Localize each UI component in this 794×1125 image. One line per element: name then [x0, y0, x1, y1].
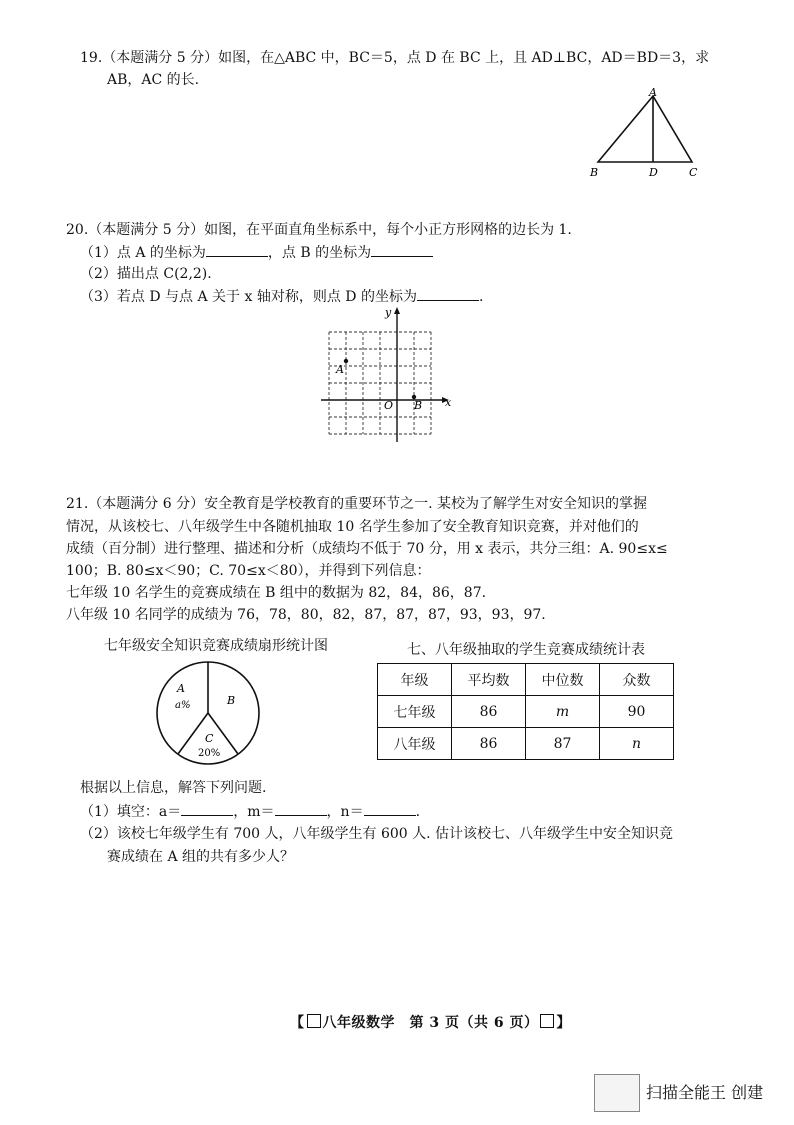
q20-coordinate-grid [318, 302, 458, 444]
q21-part1: （1）填空：a＝ ，m＝ ，n＝ . [80, 801, 420, 822]
answer-blank-m [275, 801, 327, 816]
scanner-watermark: 扫描全能王 创建 [646, 1083, 764, 1102]
q20-point-a-label: A [336, 363, 344, 376]
table-header: 年级 [378, 664, 452, 696]
q19-triangle-figure [585, 88, 715, 180]
table-header: 众数 [600, 664, 674, 696]
answer-blank-b-coord [371, 242, 433, 257]
q19-label-b: B [590, 166, 599, 179]
table-header-row [378, 664, 674, 696]
q19-stem-line2: AB，AC 的长. [107, 72, 200, 88]
q20-axis-x-label: x [445, 396, 452, 409]
scanner-logo-icon [594, 1074, 640, 1112]
q21-intro: 根据以上信息，解答下列问题. [80, 780, 267, 796]
pie-slice-b-label: B [227, 694, 236, 707]
q19-stem-line1: 19.（本题满分 5 分）如图，在△ABC 中，BC＝5，点 D 在 BC 上，且 AD⊥BC，AD＝BD＝3，求 [80, 50, 710, 66]
q21-stem-line3: 成绩（百分制）进行整理、描述和分析（成绩均不低于 70 分，用 x 表示，共分三组：A. 90≤x≤ [66, 541, 668, 557]
q21-part2-line2: 赛成绩在 A 组的共有多少人？ [107, 849, 295, 865]
q21-part2-line1: （2）该校七年级学生有 700 人，八年级学生有 600 人. 估计该校七、八年级学生中安全知识竞 [80, 826, 674, 842]
q21-pie-title: 七年级安全知识竞赛成绩扇形统计图 [104, 638, 328, 654]
q21-grade7-data: 七年级 10 名学生的竞赛成绩在 B 组中的数据为 82，84，86，87. [66, 585, 487, 601]
q21-grade8-data: 八年级 10 名同学的成绩为 76，78，80，82，87，87，87，93，93，97. [66, 607, 546, 623]
q19-label-d: D [649, 166, 658, 179]
q21-stem-line4: 100；B. 80≤x＜90；C. 70≤x＜80），并得到下列信息： [66, 563, 431, 579]
q19-label-c: C [689, 166, 698, 179]
q20-part3: （3）若点 D 与点 A 关于 x 轴对称，则点 D 的坐标为 . [80, 286, 483, 307]
q21-table-title: 七、八年级抽取的学生竞赛成绩统计表 [407, 642, 645, 658]
pie-slice-c-label: C [205, 732, 214, 745]
pie-slice-a-value: a% [175, 700, 191, 711]
table-row [378, 728, 674, 760]
table-cell: 90 [600, 696, 674, 728]
q19-label-a: A [649, 88, 657, 99]
table-cell: n [600, 728, 674, 760]
pie-slice-a-label: A [177, 682, 185, 695]
q20-part1: （1）点 A 的坐标为 ，点 B 的坐标为 [80, 242, 433, 263]
table-cell: m [526, 696, 600, 728]
answer-blank-n [364, 801, 416, 816]
page-footer: 【 八年级数学 第 3 页（共 6 页） 】 [290, 1015, 571, 1031]
q20-stem: 20.（本题满分 5 分）如图，在平面直角坐标系中，每个小正方形网格的边长为 1. [66, 222, 572, 238]
q21-stats-table [377, 663, 674, 760]
table-header: 中位数 [526, 664, 600, 696]
answer-blank-d-coord [417, 286, 479, 301]
table-cell: 86 [452, 728, 526, 760]
qr-mark-icon [540, 1014, 554, 1028]
table-cell: 七年级 [378, 696, 452, 728]
table-row [378, 696, 674, 728]
answer-blank-a-coord [206, 242, 268, 257]
q20-point-b-label: B [414, 399, 423, 412]
q21-stem-line2: 情况，从该校七、八年级学生中各随机抽取 10 名学生参加了安全教育知识竞赛，并对他们的 [66, 519, 639, 535]
table-cell: 87 [526, 728, 600, 760]
table-cell: 八年级 [378, 728, 452, 760]
table-cell: 86 [452, 696, 526, 728]
q20-origin-label: O [384, 399, 394, 412]
q20-axis-y-label: y [385, 306, 392, 319]
answer-blank-a [181, 801, 233, 816]
q21-stem-line1: 21.（本题满分 6 分）安全教育是学校教育的重要环节之一. 某校为了解学生对安全知识的掌握 [66, 496, 647, 512]
pie-slice-c-value: 20% [198, 748, 221, 759]
q21-pie-chart [150, 660, 270, 766]
q20-part2: （2）描出点 C(2,2). [80, 266, 212, 282]
table-header: 平均数 [452, 664, 526, 696]
qr-mark-icon [307, 1014, 321, 1028]
